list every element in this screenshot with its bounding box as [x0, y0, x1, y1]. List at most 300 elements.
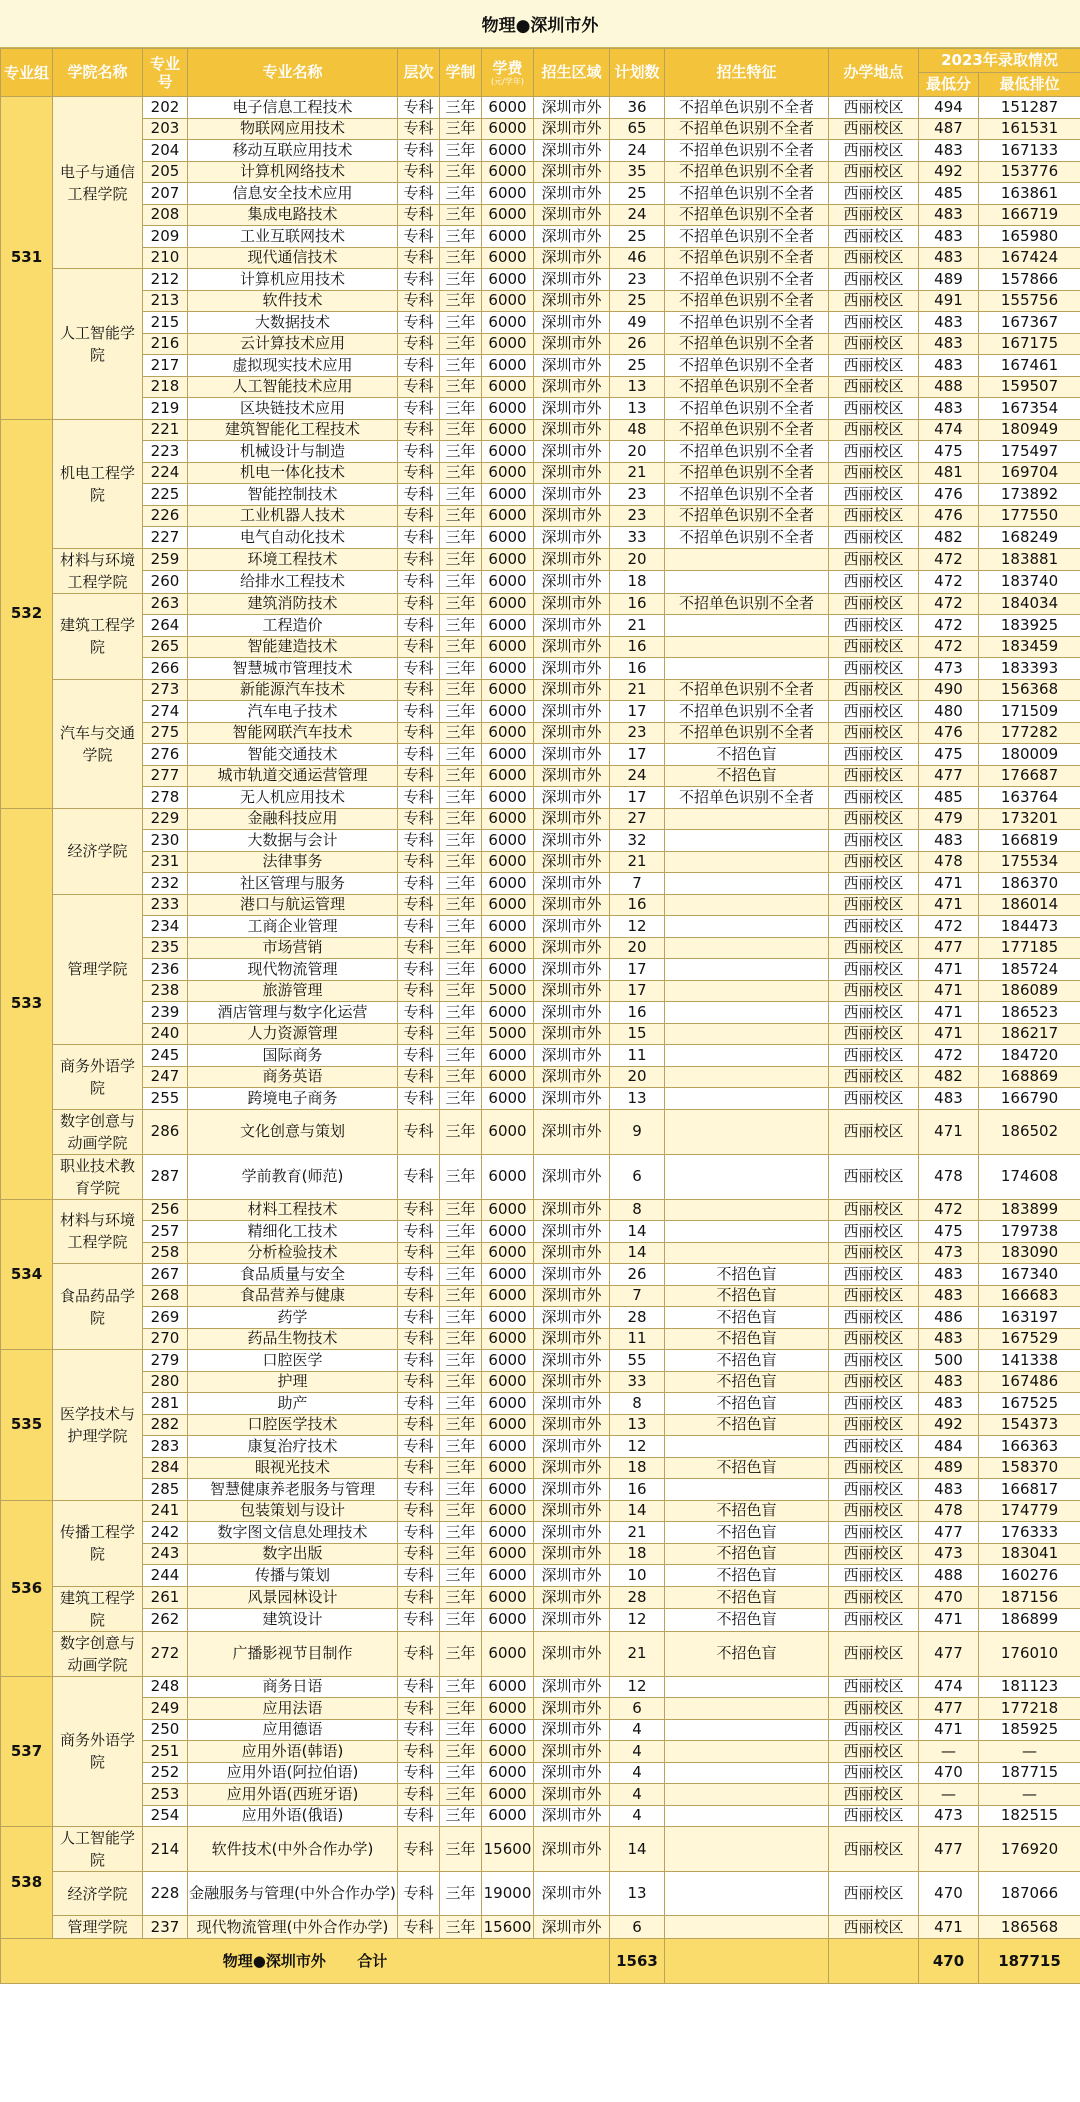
duration-cell: 三年: [440, 1109, 482, 1154]
feature-cell: 不招单色识别不全者: [665, 312, 829, 334]
major-cell: 信息安全技术应用: [188, 183, 398, 205]
min-rank-cell: 180009: [979, 744, 1080, 766]
fee-cell: 6000: [482, 1609, 534, 1632]
fee-cell: 6000: [482, 1242, 534, 1264]
code-cell: 236: [143, 959, 188, 981]
duration-cell: 三年: [440, 1285, 482, 1307]
major-cell: 大数据技术: [188, 312, 398, 334]
major-cell: 食品质量与安全: [188, 1264, 398, 1286]
plan-cell: 17: [610, 980, 665, 1002]
major-cell: 酒店管理与数字化运营: [188, 1002, 398, 1024]
header-code: 专业号: [143, 49, 188, 97]
min-rank-cell: 167486: [979, 1371, 1080, 1393]
campus-cell: 西丽校区: [829, 980, 919, 1002]
feature-cell: 不招色盲: [665, 1457, 829, 1479]
campus-cell: 西丽校区: [829, 1285, 919, 1307]
region-cell: 深圳市外: [534, 1371, 610, 1393]
fee-cell: 6000: [482, 355, 534, 377]
major-cell: 人工智能技术应用: [188, 376, 398, 398]
plan-cell: 13: [610, 1414, 665, 1436]
campus-cell: 西丽校区: [829, 1393, 919, 1415]
plan-cell: 14: [610, 1242, 665, 1264]
region-cell: 深圳市外: [534, 851, 610, 873]
plan-cell: 13: [610, 1872, 665, 1916]
feature-cell: 不招色盲: [665, 1609, 829, 1632]
feature-cell: [665, 1221, 829, 1243]
min-score-cell: 483: [919, 140, 979, 162]
feature-cell: 不招色盲: [665, 1264, 829, 1286]
region-cell: 深圳市外: [534, 1543, 610, 1565]
fee-cell: 6000: [482, 658, 534, 680]
code-cell: 212: [143, 269, 188, 291]
region-cell: 深圳市外: [534, 1565, 610, 1587]
duration-cell: 三年: [440, 1371, 482, 1393]
level-cell: 专科: [398, 744, 440, 766]
code-cell: 229: [143, 808, 188, 830]
fee-cell: 6000: [482, 1088, 534, 1110]
min-score-cell: 471: [919, 1916, 979, 1939]
min-rank-cell: 167461: [979, 355, 1080, 377]
table-row: [1, 873, 1080, 895]
duration-cell: 三年: [440, 1264, 482, 1286]
code-cell: 247: [143, 1066, 188, 1088]
min-score-cell: 470: [919, 1586, 979, 1609]
major-cell: 广播影视节目制作: [188, 1631, 398, 1676]
min-score-cell: 494: [919, 97, 979, 119]
plan-cell: 17: [610, 959, 665, 981]
major-cell: 工业机器人技术: [188, 505, 398, 527]
level-cell: 专科: [398, 1045, 440, 1067]
fee-cell: 6000: [482, 527, 534, 549]
min-score-cell: 478: [919, 1500, 979, 1522]
min-score-cell: 482: [919, 1066, 979, 1088]
campus-cell: 西丽校区: [829, 484, 919, 506]
min-score-cell: 483: [919, 1264, 979, 1286]
region-cell: 深圳市外: [534, 701, 610, 723]
plan-cell: 23: [610, 269, 665, 291]
level-cell: 专科: [398, 1393, 440, 1415]
code-cell: 226: [143, 505, 188, 527]
header-group: 专业组: [1, 49, 53, 97]
level-cell: 专科: [398, 548, 440, 571]
code-cell: 283: [143, 1436, 188, 1458]
table-row: [1, 1631, 1080, 1676]
table-row: [1, 1543, 1080, 1565]
total-min-rank: 187715: [979, 1939, 1080, 1984]
min-score-cell: 472: [919, 571, 979, 594]
duration-cell: 三年: [440, 571, 482, 594]
region-cell: 深圳市外: [534, 1916, 610, 1939]
major-cell: 分析检验技术: [188, 1242, 398, 1264]
duration-cell: 三年: [440, 140, 482, 162]
campus-cell: 西丽校区: [829, 744, 919, 766]
min-rank-cell: 183740: [979, 571, 1080, 594]
code-cell: 224: [143, 462, 188, 484]
level-cell: 专科: [398, 183, 440, 205]
min-score-cell: 492: [919, 161, 979, 183]
college-cell: 医学技术与护理学院: [53, 1350, 143, 1501]
min-rank-cell: 159507: [979, 376, 1080, 398]
level-cell: 专科: [398, 1698, 440, 1720]
level-cell: 专科: [398, 1479, 440, 1501]
level-cell: 专科: [398, 1543, 440, 1565]
header-duration: 学制: [440, 49, 482, 97]
region-cell: 深圳市外: [534, 679, 610, 701]
major-cell: 智能交通技术: [188, 744, 398, 766]
major-cell: 助产: [188, 1393, 398, 1415]
college-cell: 管理学院: [53, 1916, 143, 1939]
feature-cell: [665, 1872, 829, 1916]
level-cell: 专科: [398, 1436, 440, 1458]
table-row: [1, 894, 1080, 916]
code-cell: 239: [143, 1002, 188, 1024]
min-score-cell: 500: [919, 1350, 979, 1372]
min-rank-cell: 173201: [979, 808, 1080, 830]
fee-cell: 6000: [482, 1221, 534, 1243]
fee-cell: 6000: [482, 183, 534, 205]
fee-cell: 6000: [482, 97, 534, 119]
duration-cell: 三年: [440, 980, 482, 1002]
feature-cell: [665, 830, 829, 852]
min-rank-cell: 157866: [979, 269, 1080, 291]
duration-cell: 三年: [440, 247, 482, 269]
fee-cell: 6000: [482, 1805, 534, 1827]
campus-cell: 西丽校区: [829, 1221, 919, 1243]
major-cell: 药学: [188, 1307, 398, 1329]
plan-cell: 13: [610, 1088, 665, 1110]
table-row: [1, 140, 1080, 162]
major-cell: 计算机网络技术: [188, 161, 398, 183]
table-row: [1, 204, 1080, 226]
min-rank-cell: 167354: [979, 398, 1080, 420]
table-row: [1, 937, 1080, 959]
table-row: [1, 787, 1080, 809]
region-cell: 深圳市外: [534, 441, 610, 463]
plan-cell: 25: [610, 183, 665, 205]
major-cell: 工业互联网技术: [188, 226, 398, 248]
code-cell: 253: [143, 1784, 188, 1806]
region-cell: 深圳市外: [534, 1307, 610, 1329]
campus-cell: 西丽校区: [829, 851, 919, 873]
code-cell: 209: [143, 226, 188, 248]
feature-cell: 不招单色识别不全者: [665, 593, 829, 615]
page-title: 物理●深圳市外: [0, 0, 1080, 48]
feature-cell: 不招单色识别不全者: [665, 462, 829, 484]
min-rank-cell: 180949: [979, 419, 1080, 441]
plan-cell: 23: [610, 484, 665, 506]
region-cell: 深圳市外: [534, 462, 610, 484]
level-cell: 专科: [398, 355, 440, 377]
min-rank-cell: 165980: [979, 226, 1080, 248]
level-cell: 专科: [398, 1916, 440, 1939]
table-row: [1, 1414, 1080, 1436]
region-cell: 深圳市外: [534, 1784, 610, 1806]
plan-cell: 48: [610, 419, 665, 441]
major-cell: 物联网应用技术: [188, 118, 398, 140]
table-row: [1, 1762, 1080, 1784]
major-cell: 风景园林设计: [188, 1586, 398, 1609]
major-cell: 给排水工程技术: [188, 571, 398, 594]
major-cell: 应用外语(阿拉伯语): [188, 1762, 398, 1784]
fee-cell: 6000: [482, 1436, 534, 1458]
region-cell: 深圳市外: [534, 376, 610, 398]
region-cell: 深圳市外: [534, 744, 610, 766]
major-cell: 人力资源管理: [188, 1023, 398, 1045]
region-cell: 深圳市外: [534, 161, 610, 183]
table-row: [1, 1676, 1080, 1698]
plan-cell: 15: [610, 1023, 665, 1045]
min-rank-cell: 166363: [979, 1436, 1080, 1458]
code-cell: 215: [143, 312, 188, 334]
feature-cell: 不招单色识别不全者: [665, 204, 829, 226]
region-cell: 深圳市外: [534, 226, 610, 248]
plan-cell: 20: [610, 937, 665, 959]
feature-cell: 不招色盲: [665, 765, 829, 787]
fee-cell: 6000: [482, 1698, 534, 1720]
table-row: [1, 441, 1080, 463]
campus-cell: 西丽校区: [829, 376, 919, 398]
plan-cell: 6: [610, 1698, 665, 1720]
plan-cell: 11: [610, 1045, 665, 1067]
fee-cell: 6000: [482, 1045, 534, 1067]
duration-cell: 三年: [440, 1436, 482, 1458]
region-cell: 深圳市外: [534, 787, 610, 809]
region-cell: 深圳市外: [534, 1586, 610, 1609]
table-row: [1, 97, 1080, 119]
major-cell: 汽车电子技术: [188, 701, 398, 723]
table-row: [1, 765, 1080, 787]
plan-cell: 26: [610, 1264, 665, 1286]
min-rank-cell: 186502: [979, 1109, 1080, 1154]
plan-cell: 12: [610, 1436, 665, 1458]
min-score-cell: 471: [919, 894, 979, 916]
duration-cell: 三年: [440, 118, 482, 140]
feature-cell: 不招单色识别不全者: [665, 118, 829, 140]
level-cell: 专科: [398, 1023, 440, 1045]
min-rank-cell: 154373: [979, 1414, 1080, 1436]
duration-cell: 三年: [440, 355, 482, 377]
fee-cell: 6000: [482, 1676, 534, 1698]
min-score-cell: 483: [919, 355, 979, 377]
min-score-cell: 483: [919, 1371, 979, 1393]
campus-cell: 西丽校区: [829, 808, 919, 830]
feature-cell: [665, 873, 829, 895]
code-cell: 262: [143, 1609, 188, 1632]
table-row: [1, 1109, 1080, 1154]
table-row: [1, 1066, 1080, 1088]
duration-cell: 三年: [440, 204, 482, 226]
table-row: [1, 183, 1080, 205]
major-cell: 电气自动化技术: [188, 527, 398, 549]
plan-cell: 18: [610, 1457, 665, 1479]
code-cell: 273: [143, 679, 188, 701]
table-row: [1, 1264, 1080, 1286]
campus-cell: 西丽校区: [829, 571, 919, 594]
campus-cell: 西丽校区: [829, 204, 919, 226]
major-cell: 区块链技术应用: [188, 398, 398, 420]
min-rank-cell: 183899: [979, 1199, 1080, 1221]
plan-cell: 25: [610, 226, 665, 248]
code-cell: 241: [143, 1500, 188, 1522]
major-cell: 大数据与会计: [188, 830, 398, 852]
major-cell: 移动互联应用技术: [188, 140, 398, 162]
plan-cell: 12: [610, 1676, 665, 1698]
campus-cell: 西丽校区: [829, 118, 919, 140]
duration-cell: 三年: [440, 290, 482, 312]
fee-cell: 6000: [482, 462, 534, 484]
region-cell: 深圳市外: [534, 916, 610, 938]
min-score-cell: 472: [919, 916, 979, 938]
duration-cell: 三年: [440, 1457, 482, 1479]
code-cell: 275: [143, 722, 188, 744]
min-rank-cell: 187066: [979, 1872, 1080, 1916]
table-row: [1, 1827, 1080, 1872]
code-cell: 286: [143, 1109, 188, 1154]
total-feature-empty: [665, 1939, 829, 1984]
code-cell: 261: [143, 1586, 188, 1609]
level-cell: 专科: [398, 462, 440, 484]
feature-cell: [665, 1199, 829, 1221]
campus-cell: 西丽校区: [829, 1023, 919, 1045]
campus-cell: 西丽校区: [829, 1565, 919, 1587]
major-cell: 国际商务: [188, 1045, 398, 1067]
fee-cell: 6000: [482, 701, 534, 723]
campus-cell: 西丽校区: [829, 1307, 919, 1329]
fee-cell: 15600: [482, 1916, 534, 1939]
min-score-cell: 477: [919, 1522, 979, 1544]
level-cell: 专科: [398, 1307, 440, 1329]
college-cell: 电子与通信工程学院: [53, 97, 143, 269]
code-cell: 263: [143, 593, 188, 615]
region-cell: 深圳市外: [534, 290, 610, 312]
min-rank-cell: 168869: [979, 1066, 1080, 1088]
table-row: [1, 462, 1080, 484]
code-cell: 230: [143, 830, 188, 852]
major-cell: 软件技术: [188, 290, 398, 312]
table-row: [1, 1436, 1080, 1458]
level-cell: 专科: [398, 1457, 440, 1479]
campus-cell: 西丽校区: [829, 916, 919, 938]
region-cell: 深圳市外: [534, 1045, 610, 1067]
feature-cell: 不招单色识别不全者: [665, 398, 829, 420]
min-rank-cell: 167525: [979, 1393, 1080, 1415]
region-cell: 深圳市外: [534, 873, 610, 895]
campus-cell: 西丽校区: [829, 1805, 919, 1827]
feature-cell: [665, 1154, 829, 1199]
feature-cell: 不招色盲: [665, 1565, 829, 1587]
fee-cell: 6000: [482, 441, 534, 463]
header-year-title: 2023年录取情况: [919, 49, 1080, 73]
table-row: [1, 1609, 1080, 1632]
region-cell: 深圳市外: [534, 1002, 610, 1024]
plan-cell: 49: [610, 312, 665, 334]
min-score-cell: 488: [919, 1565, 979, 1587]
code-cell: 274: [143, 701, 188, 723]
group-cell: 533: [1, 808, 53, 1199]
total-min-score: 470: [919, 1939, 979, 1984]
min-rank-cell: 167133: [979, 140, 1080, 162]
major-cell: 机械设计与制造: [188, 441, 398, 463]
table-row: [1, 701, 1080, 723]
min-rank-cell: 176010: [979, 1631, 1080, 1676]
major-cell: 现代物流管理(中外合作办学): [188, 1916, 398, 1939]
table-row: [1, 615, 1080, 637]
min-score-cell: 478: [919, 851, 979, 873]
duration-cell: 三年: [440, 376, 482, 398]
duration-cell: 三年: [440, 873, 482, 895]
duration-cell: 三年: [440, 1350, 482, 1372]
fee-cell: 5000: [482, 1023, 534, 1045]
campus-cell: 西丽校区: [829, 1457, 919, 1479]
feature-cell: [665, 1436, 829, 1458]
group-cell: 531: [1, 97, 53, 420]
campus-cell: 西丽校区: [829, 527, 919, 549]
fee-cell: 6000: [482, 1762, 534, 1784]
campus-cell: 西丽校区: [829, 1676, 919, 1698]
code-cell: 281: [143, 1393, 188, 1415]
region-cell: 深圳市外: [534, 333, 610, 355]
major-cell: 建筑智能化工程技术: [188, 419, 398, 441]
fee-cell: 6000: [482, 959, 534, 981]
code-cell: 258: [143, 1242, 188, 1264]
header-level: 层次: [398, 49, 440, 97]
min-rank-cell: 176920: [979, 1827, 1080, 1872]
code-cell: 259: [143, 548, 188, 571]
fee-cell: 6000: [482, 1784, 534, 1806]
min-rank-cell: 177282: [979, 722, 1080, 744]
plan-cell: 8: [610, 1199, 665, 1221]
duration-cell: 三年: [440, 744, 482, 766]
level-cell: 专科: [398, 937, 440, 959]
plan-cell: 35: [610, 161, 665, 183]
plan-cell: 8: [610, 1393, 665, 1415]
min-score-cell: 471: [919, 1609, 979, 1632]
duration-cell: 三年: [440, 398, 482, 420]
feature-cell: [665, 1023, 829, 1045]
campus-cell: 西丽校区: [829, 1414, 919, 1436]
total-campus-empty: [829, 1939, 919, 1984]
table-row: [1, 1088, 1080, 1110]
level-cell: 专科: [398, 615, 440, 637]
table-row: [1, 959, 1080, 981]
campus-cell: 西丽校区: [829, 1371, 919, 1393]
min-score-cell: 472: [919, 548, 979, 571]
fee-cell: 6000: [482, 1002, 534, 1024]
table-row: [1, 636, 1080, 658]
min-score-cell: 481: [919, 462, 979, 484]
feature-cell: 不招色盲: [665, 1543, 829, 1565]
major-cell: 金融服务与管理(中外合作办学): [188, 1872, 398, 1916]
college-cell: 传播工程学院: [53, 1500, 143, 1586]
code-cell: 207: [143, 183, 188, 205]
fee-cell: 6000: [482, 548, 534, 571]
plan-cell: 24: [610, 204, 665, 226]
region-cell: 深圳市外: [534, 419, 610, 441]
min-rank-cell: 183393: [979, 658, 1080, 680]
major-cell: 港口与航运管理: [188, 894, 398, 916]
duration-cell: 三年: [440, 312, 482, 334]
plan-cell: 21: [610, 462, 665, 484]
plan-cell: 10: [610, 1565, 665, 1587]
min-score-cell: 471: [919, 1109, 979, 1154]
major-cell: 旅游管理: [188, 980, 398, 1002]
fee-cell: 6000: [482, 1393, 534, 1415]
level-cell: 专科: [398, 290, 440, 312]
feature-cell: 不招色盲: [665, 1393, 829, 1415]
level-cell: 专科: [398, 1242, 440, 1264]
level-cell: 专科: [398, 97, 440, 119]
level-cell: 专科: [398, 204, 440, 226]
